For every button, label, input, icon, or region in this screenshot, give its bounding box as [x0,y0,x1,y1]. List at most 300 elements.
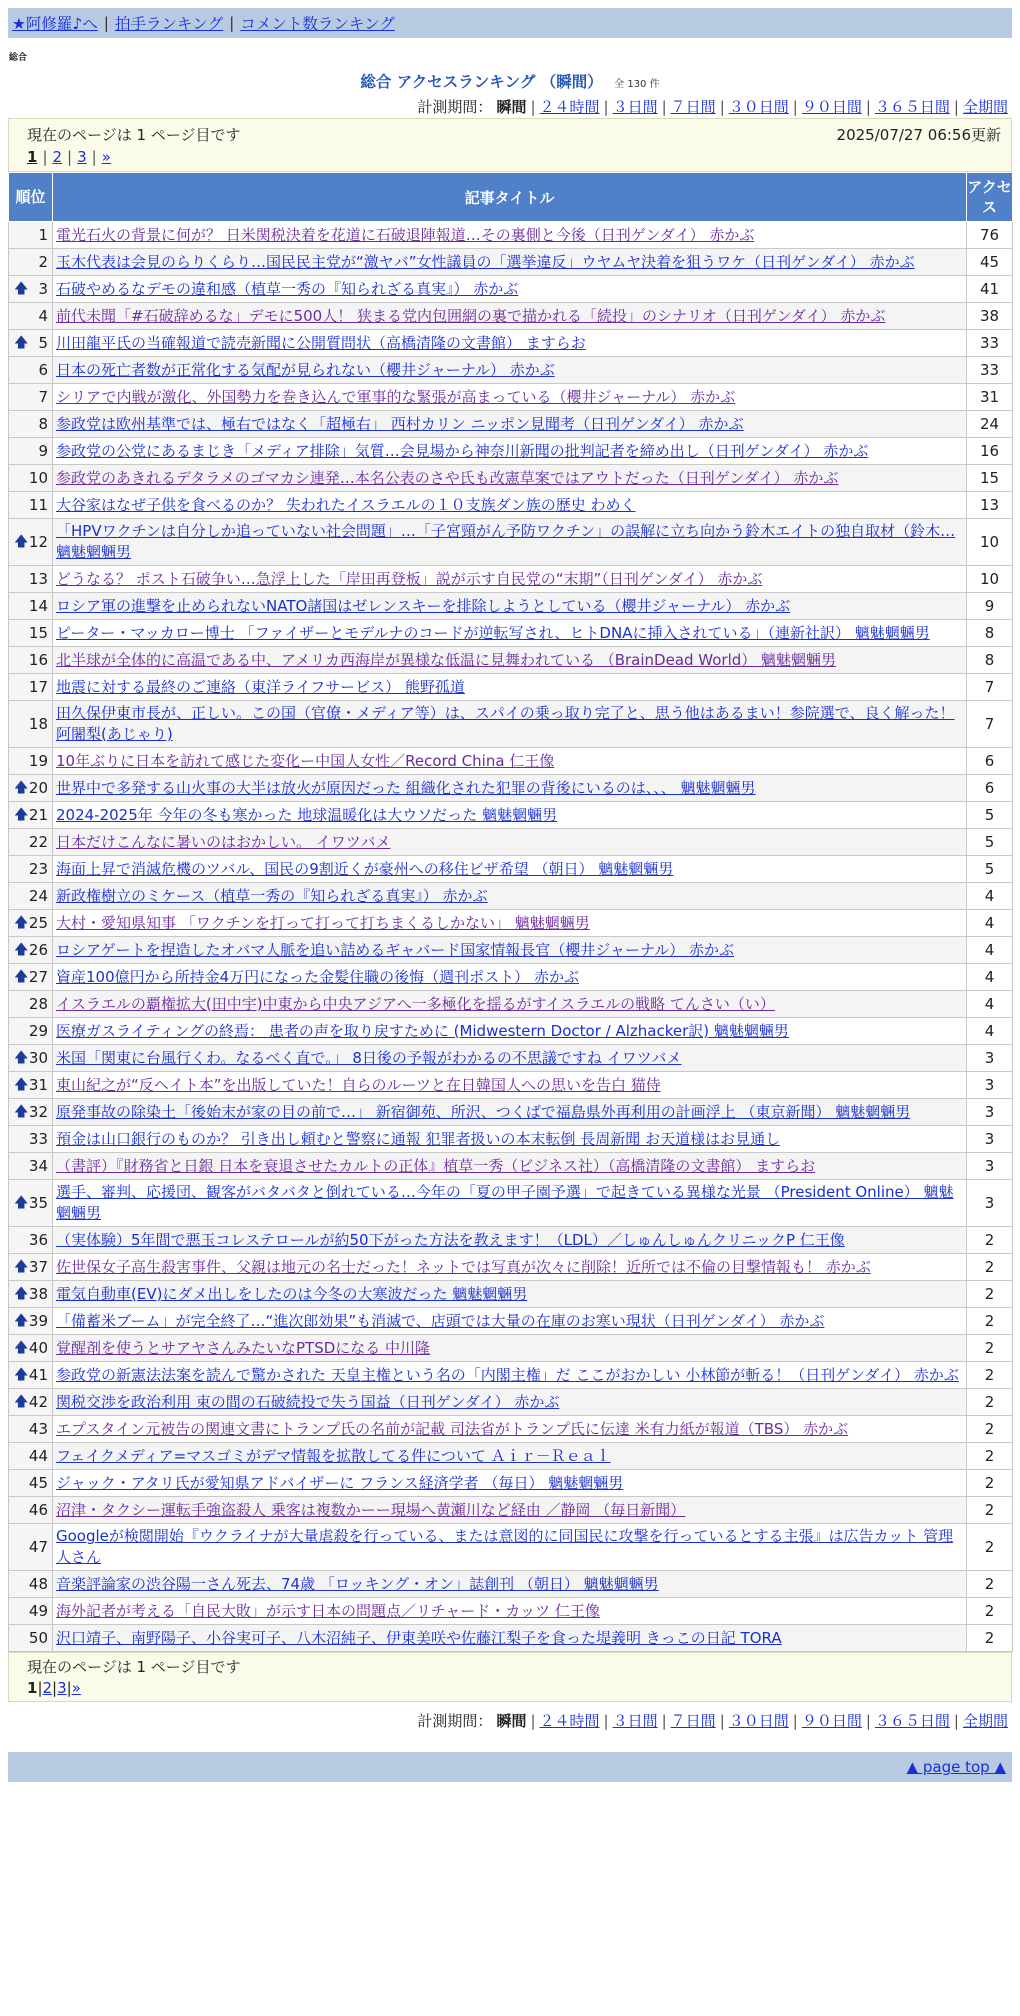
access-count: 2 [967,1598,1013,1625]
rank-cell [9,1571,53,1598]
rank-cell [9,802,53,829]
article-link[interactable]: 「備蓄米ブーム」が完全終了…“進次郎効果”も消滅で、店頭では大量の在庫のお寒い現状（日刊ゲンダイ） 赤かぶ [56,1311,825,1330]
page-separator: | [37,1679,43,1697]
rank-number: 46 [28,1500,48,1519]
article-link[interactable]: （実体験）5年間で悪玉コレステロールが約50下がった方法を教えます！（LDL）／しゅんしゅんクリニックP 仁王像 [56,1230,845,1249]
rank-number: 21 [28,805,48,824]
item-count: 全 130 件 [614,79,660,90]
rank-cell [9,357,53,384]
period-current: 瞬間 [496,1712,527,1730]
table-row [9,1443,1013,1470]
rank-number: 15 [28,623,48,642]
table-row [9,937,1013,964]
pager-bottom [8,1652,1012,1702]
period-current: 瞬間 [496,98,527,116]
rank-number: 44 [28,1446,48,1465]
rank-number: 14 [28,596,48,615]
access-count: 3 [967,1072,1013,1099]
title-cell [53,1281,967,1308]
period-separator: | [953,1712,959,1730]
period-option-link[interactable]: ２４時間 [539,98,600,116]
article-link[interactable]: 資産100億円から所持金4万円になった金髪住職の後悔（週刊ポスト） 赤かぶ [56,967,579,986]
article-link[interactable]: 地震に対する最終のご連絡（東洋ライフサービス） 熊野孤道 [56,677,465,696]
period-separator: | [530,98,536,116]
article-link[interactable]: 佐世保女子高生殺害事件、父親は地元の名士だった！ネットでは写真が次々に削除！近所では不倫の目撃情報も！ 赤かぶ [56,1257,871,1276]
period-option-link[interactable]: ７日間 [670,98,716,116]
access-count: 3 [967,1045,1013,1072]
rank-cell [9,1308,53,1335]
article-link[interactable]: ジャック・アタリ氏が愛知県アドバイザーに フランス経済学者 （毎日） 魑魅魍魎男 [56,1473,624,1492]
rank-cell [9,222,53,249]
access-count: 33 [967,357,1013,384]
current-page-text: 現在のページは 1 ページ目です [27,1657,241,1676]
table-row [9,357,1013,384]
access-count: 31 [967,384,1013,411]
ranking-body [9,222,1013,1652]
rank-number: 12 [28,532,48,551]
rank-number: 5 [38,333,48,352]
rank-cell [9,1153,53,1180]
rank-up-arrow-icon: 🡅 [14,1076,29,1093]
access-count: 5 [967,829,1013,856]
title-cell [53,620,967,647]
page-separator: | [42,148,48,166]
title-cell [53,1308,967,1335]
article-link[interactable]: 沢口靖子、南野陽子、小谷実可子、八木沼純子、伊東美咲や佐藤江梨子を食った堤義明 きっこの日記 TORA [56,1628,782,1647]
title-cell [53,411,967,438]
title-cell [53,1018,967,1045]
table-row [9,991,1013,1018]
rank-up-arrow-icon: 🡅 [14,914,29,931]
access-count: 2 [967,1497,1013,1524]
article-link[interactable]: 音楽評論家の渋谷陽一さん死去、74歳 「ロッキング・オン」誌創刊 （朝日） 魑魅魍魎男 [56,1574,659,1593]
article-link[interactable]: 選手、審判、応援団、観客がバタバタと倒れている…今年の「夏の甲子園予選」で起きている異様な光景 （President Online） 魑魅魍魎男 [56,1183,954,1222]
rank-cell [9,910,53,937]
access-count: 41 [967,276,1013,303]
rank-number: 17 [28,677,48,696]
period-separator: | [530,1712,536,1730]
article-link[interactable]: 北半球が全体的に高温である中、アメリカ西海岸が異様な低温に見舞われている （BrainDead World） 魑魅魍魎男 [56,650,837,669]
article-link[interactable]: 日本の死亡者数が正常化する気配が見られない（櫻井ジャーナル） 赤かぶ [56,360,555,379]
rank-cell [9,829,53,856]
rank-cell [9,1470,53,1497]
page-top-link[interactable]: ▲ page top ▲ [906,1758,1006,1776]
article-link[interactable]: 電気自動車(EV)にダメ出しをしたのは今冬の大寒波だった 魑魅魍魎男 [56,1284,528,1303]
access-count: 15 [967,465,1013,492]
article-link[interactable]: 参政党の新憲法法案を読んで驚かされた 天皇主権という名の「内閣主権」だ ここがおかしい 小林節が斬る！（日刊ゲンダイ） 赤かぶ [56,1365,959,1384]
rank-cell [9,492,53,519]
page-links [27,145,1001,169]
table-row [9,330,1013,357]
page-title: 総合 アクセスランキング （瞬間） [360,73,603,91]
rank-cell [9,1335,53,1362]
page-title-row [0,70,1020,90]
rank-number: 1 [38,225,48,244]
rank-cell [9,519,53,566]
page-next-link[interactable]: » [71,1679,81,1697]
rank-cell [9,748,53,775]
title-cell [53,1389,967,1416]
rank-number: 3 [38,279,48,298]
access-count: 2 [967,1308,1013,1335]
article-link[interactable]: 2024-2025年 今年の冬も寒かった 地球温暖化は大ウソだった 魑魅魍魎男 [56,805,558,824]
period-separator: | [661,1712,667,1730]
table-row [9,303,1013,330]
rank-cell [9,303,53,330]
access-count: 2 [967,1335,1013,1362]
access-count: 7 [967,674,1013,701]
article-link[interactable]: どうなる？ ポスト石破争い…急浮上した「岸田再登板」説が示す自民党の“末期”（日刊ゲンダイ） 赤かぶ [56,569,763,588]
table-row [9,566,1013,593]
period-separator: | [661,98,667,116]
table-row [9,701,1013,748]
rank-cell [9,1072,53,1099]
title-cell [53,1470,967,1497]
rank-cell [9,1598,53,1625]
page-separator: | [67,148,73,166]
access-count: 3 [967,1099,1013,1126]
period-separator: | [719,1712,725,1730]
rank-cell [9,775,53,802]
access-count: 2 [967,1571,1013,1598]
rank-cell [9,964,53,991]
title-cell [53,802,967,829]
table-row [9,492,1013,519]
article-link[interactable]: 参政党のあきれるデタラメのゴマカシ連発…本名公表のさや氏も改憲草案ではアウトだった（日刊ゲンダイ） 赤かぶ [56,468,839,487]
article-link[interactable]: 覚醒剤を使うとサアヤさんみたいなPTSDになる 中川隆 [56,1338,431,1357]
article-link[interactable]: 世界中で多発する山火事の大半は放火が原因だった 組織化された犯罪の背後にいるのは、、、 魑魅魍魎男 [56,778,756,797]
rank-number: 7 [38,387,48,406]
access-count: 2 [967,1416,1013,1443]
title-cell [53,249,967,276]
article-link[interactable]: イスラエルの覇権拡大(田中宇)中東から中央アジアへ一多極化を揺るがすイスラエルの戦略 てんさい（い） [56,994,775,1013]
rank-cell [9,1227,53,1254]
home-link[interactable]: ★阿修羅♪へ [12,15,98,33]
rank-cell [9,674,53,701]
access-count: 8 [967,620,1013,647]
title-cell [53,1335,967,1362]
rank-cell [9,276,53,303]
rank-number: 20 [28,778,48,797]
title-cell [53,910,967,937]
rank-number: 50 [28,1628,48,1647]
access-count: 5 [967,856,1013,883]
article-link[interactable]: 電光石火の背景に何が？ 日米関税決着を花道に石破退陣報道…その裏側と今後（日刊ゲンダイ） 赤かぶ [56,225,755,244]
footer-bar [8,1752,1012,1782]
title-cell [53,674,967,701]
article-link[interactable]: Googleが検閲開始『ウクライナが大量虐殺を行っている、または意図的に同国民に攻撃を行っているとする主張』は広告カット 管理人さん [56,1527,954,1566]
period-separator: | [719,98,725,116]
article-link[interactable]: 「HPVワクチンは自分しか追っていない社会問題」…「子宮頸がん予防ワクチン」の誤解に立ち向かう鈴木エイトの独自取材（鈴木… 魑魅魍魎男 [56,522,956,561]
table-row [9,964,1013,991]
rank-number: 28 [28,994,48,1013]
period-option-link[interactable]: ３日間 [612,1712,658,1730]
page-next-link[interactable]: » [101,148,111,166]
access-count: 6 [967,748,1013,775]
rank-up-arrow-icon: 🡅 [14,1049,29,1066]
table-row [9,1018,1013,1045]
period-separator: | [603,98,609,116]
title-cell [53,1362,967,1389]
comment-ranking-link[interactable]: コメント数ランキング [240,15,395,33]
rank-cell [9,1018,53,1045]
article-link[interactable]: 米国「関東に台風行くわ。なるべく直で。」 8日後の予報がわかるの不思議ですね イワツバメ [56,1048,682,1067]
period-option-link[interactable]: ３６５日間 [874,1712,950,1730]
rank-number: 26 [28,940,48,959]
article-link[interactable]: 10年ぶりに日本を訪れて感じた変化ー中国人女性／Record China 仁王像 [56,751,555,770]
title-cell [53,303,967,330]
page-link[interactable]: 3 [77,148,87,166]
article-link[interactable]: 預金は山口銀行のものか？ 引き出し頼むと警察に通報 犯罪者扱いの本末転倒 長周新聞 お天道様はお見通し [56,1129,781,1148]
title-cell [53,276,967,303]
table-row [9,411,1013,438]
rank-cell [9,1126,53,1153]
table-row [9,802,1013,829]
access-count: 3 [967,1126,1013,1153]
page-link[interactable]: 2 [52,148,63,166]
rank-number: 35 [28,1193,48,1212]
period-option-link[interactable]: ３０日間 [728,1712,789,1730]
table-row [9,1470,1013,1497]
table-row [9,438,1013,465]
title-cell [53,883,967,910]
period-option-link[interactable]: 全期間 [962,98,1008,116]
article-link[interactable]: （書評）『財務省と日銀 日本を衰退させたカルトの正体』植草一秀（ビジネス社）（高橋清隆の文書館） ますらお [56,1156,816,1175]
rank-number: 25 [28,913,48,932]
article-link[interactable]: ピーター・マッカロー博士 「ファイザーとモデルナのコードが逆転写され、ヒトDNAに挿入されている」（連新社訳） 魑魅魍魎男 [56,623,930,642]
rank-cell [9,701,53,748]
rank-number: 27 [28,967,48,986]
title-cell [53,775,967,802]
table-row [9,1497,1013,1524]
period-option-link[interactable]: ３０日間 [728,98,789,116]
rank-up-arrow-icon: 🡅 [14,1339,29,1356]
rank-number: 22 [28,832,48,851]
period-option-link[interactable]: ７日間 [670,1712,716,1730]
table-row [9,775,1013,802]
title-cell [53,492,967,519]
article-link[interactable]: 医療ガスライティングの終焉： 患者の声を取り戻すために (Midwestern Doctor / Alzhacker訳) 魑魅魍魎男 [56,1021,789,1040]
access-count: 6 [967,775,1013,802]
rank-up-arrow-icon: 🡅 [14,779,29,796]
access-count: 2 [967,1625,1013,1652]
rank-cell [9,465,53,492]
period-selector [0,96,1012,118]
article-link[interactable]: 日本だけこんなに暑いのはおかしい。 イワツバメ [56,832,391,851]
period-option-link[interactable]: ９０日間 [801,1712,862,1730]
table-row [9,1281,1013,1308]
rank-number: 47 [28,1537,48,1556]
access-count: 9 [967,593,1013,620]
rank-cell [9,991,53,1018]
table-header-row [9,173,1013,222]
rank-number: 42 [28,1392,48,1411]
article-link[interactable]: 原発事故の除染土「後始末が家の目の前で…」 新宿御苑、所沢、つくばで福島県外再利用の計画浮上 （東京新聞） 魑魅魍魎男 [56,1102,911,1121]
period-option-link[interactable]: ９０日間 [801,98,862,116]
rank-up-arrow-icon: 🡅 [14,334,29,351]
table-row [9,1126,1013,1153]
period-option-link[interactable]: 全期間 [962,1712,1008,1730]
article-link[interactable]: 東山紀之が“反ヘイト本”を出版していた！自らのルーツと在日韓国人への思いを告白 猫侍 [56,1075,661,1094]
table-row [9,276,1013,303]
access-count: 16 [967,438,1013,465]
rank-cell [9,566,53,593]
rank-number: 9 [38,441,48,460]
rank-cell [9,384,53,411]
article-link[interactable]: シリアで内戦が激化、外国勢力を巻き込んで軍事的な緊張が高まっている（櫻井ジャーナル） 赤かぶ [56,387,736,406]
period-option-link[interactable]: ３日間 [612,98,658,116]
article-link[interactable]: 田久保伊東市長が、正しい。この国（官僚・メディア等）は、スパイの乗っ取り完了と、思う他はあるまい！参院選で、良く解った！ 阿闍梨(あじゃり) [56,704,955,743]
title-cell [53,1227,967,1254]
article-link[interactable]: フェイクメディア=マスゴミがデマ情報を拡散してる件について Ａｉｒ－Ｒｅａｌ [56,1446,611,1465]
table-row [9,1598,1013,1625]
rank-number: 16 [28,650,48,669]
table-row [9,1099,1013,1126]
table-row [9,1389,1013,1416]
article-link[interactable]: 玉木代表は会見のらりくらり…国民民主党が“激ヤバ”女性議員の「選挙違反」ウヤムヤ決着を狙うワケ（日刊ゲンダイ） 赤かぶ [56,252,915,271]
title-cell [53,330,967,357]
table-row [9,465,1013,492]
period-selector [0,1710,1012,1732]
period-separator: | [865,1712,871,1730]
access-count: 24 [967,411,1013,438]
rank-up-arrow-icon: 🡅 [14,1312,29,1329]
article-link[interactable]: 大谷家はなぜ子供を食べるのか？ 失われたイスラエルの１０支族ダン族の歴史 わめく [56,495,636,514]
rank-cell [9,438,53,465]
title-cell [53,829,967,856]
article-link[interactable]: 海面上昇で消滅危機のツバル、国民の9割近くが豪州への移住ビザ希望 （朝日） 魑魅魍魎男 [56,859,674,878]
title-cell [53,1045,967,1072]
access-count: 3 [967,1153,1013,1180]
article-link[interactable]: 海外記者が考える「自民大敗」が示す日本の問題点／リチャード・カッツ 仁王像 [56,1601,600,1620]
rank-number: 49 [28,1601,48,1620]
clap-ranking-link[interactable]: 拍手ランキング [115,15,224,33]
article-link[interactable]: 石破やめるなデモの違和感（植草一秀の『知られざる真実』） 赤かぶ [56,279,519,298]
table-row [9,1524,1013,1571]
title-cell [53,384,967,411]
title-cell [53,1254,967,1281]
rank-number: 18 [28,714,48,733]
rank-cell [9,1443,53,1470]
rank-cell [9,1389,53,1416]
title-cell [53,357,967,384]
rank-up-arrow-icon: 🡅 [14,533,29,550]
table-row [9,910,1013,937]
table-row [9,748,1013,775]
period-separator: | [953,98,959,116]
title-cell [53,1598,967,1625]
rank-cell [9,593,53,620]
period-separator: | [792,1712,798,1730]
page-current: 1 [27,148,38,166]
article-link[interactable]: 参政党の公党にあるまじき「メディア排除」気質…会見場から神奈川新聞の批判記者を締め出し（日刊ゲンダイ） 赤かぶ [56,441,869,460]
rank-number: 48 [28,1574,48,1593]
access-count: 33 [967,330,1013,357]
title-cell [53,222,967,249]
access-count: 7 [967,701,1013,748]
article-link[interactable]: 川田龍平氏の当確報道で読売新聞に公開質問状（高橋清隆の文書館） ますらお [56,333,586,352]
article-link[interactable]: 参政党は欧州基準では、極右ではなく「超極右」 西村カリン ニッポン見聞考（日刊ゲンダイ） 赤かぶ [56,414,744,433]
title-cell [53,438,967,465]
rank-number: 33 [28,1129,48,1148]
table-row [9,1335,1013,1362]
page-link[interactable]: 2 [42,1679,53,1697]
article-link[interactable]: 前代未聞「#石破辞めるな」デモに500人！ 狭まる党内包囲網の裏で描かれる「続投」のシナリオ（日刊ゲンダイ） 赤かぶ [56,306,886,325]
access-count: 5 [967,802,1013,829]
rank-number: 40 [28,1338,48,1357]
rank-cell [9,330,53,357]
article-link[interactable]: 沼津・タクシー運転手強盗殺人 乗客は複数かーー現場へ黄瀬川など経由 ／静岡 （毎日新聞） [56,1500,686,1519]
rank-up-arrow-icon: 🡅 [14,1194,29,1211]
article-link[interactable]: エプスタイン元被告の関連文書にトランプ氏の名前が記載 司法省がトランプ氏に伝達 米有力紙が報道（TBS） 赤かぶ [56,1419,849,1438]
rank-up-arrow-icon: 🡅 [14,1393,29,1410]
access-count: 2 [967,1227,1013,1254]
access-count: 4 [967,991,1013,1018]
access-count: 2 [967,1362,1013,1389]
rank-cell [9,1625,53,1652]
rank-number: 19 [28,751,48,770]
article-link[interactable]: 大村・愛知県知事 「ワクチンを打って打って打ちまくるしかない」 魑魅魍魎男 [56,913,590,932]
rank-number: 30 [28,1048,48,1067]
access-count: 4 [967,1018,1013,1045]
title-cell [53,991,967,1018]
rank-number: 36 [28,1230,48,1249]
table-row [9,1625,1013,1652]
table-row [9,1072,1013,1099]
rank-number: 29 [28,1021,48,1040]
rank-cell [9,937,53,964]
article-link[interactable]: 新政権樹立のミケース（植草一秀の『知られざる真実』） 赤かぶ [56,886,488,905]
rank-cell [9,1497,53,1524]
title-cell [53,593,967,620]
rank-number: 43 [28,1419,48,1438]
rank-up-arrow-icon: 🡅 [14,1103,29,1120]
title-cell [53,1416,967,1443]
article-link[interactable]: ロシア軍の進撃を止められないNATO諸国はゼレンスキーを排除しようとしている（櫻井ジャーナル） 赤かぶ [56,596,791,615]
access-count: 2 [967,1470,1013,1497]
rank-number: 41 [28,1365,48,1384]
title-cell [53,748,967,775]
period-option-link[interactable]: ２４時間 [539,1712,600,1730]
period-separator: | [603,1712,609,1730]
rank-cell [9,1045,53,1072]
rank-number: 24 [28,886,48,905]
table-row [9,593,1013,620]
access-count: 38 [967,303,1013,330]
rank-number: 31 [28,1075,48,1094]
article-link[interactable]: ロシアゲートを捏造したオバマ人脈を追い詰めるギャバード国家情報長官（櫻井ジャーナル） 赤かぶ [56,940,734,959]
article-link[interactable]: 関税交渉を政治利用 束の間の石破続投で失う国益（日刊ゲンダイ） 赤かぶ [56,1392,560,1411]
title-cell [53,1180,967,1227]
table-row [9,1362,1013,1389]
rank-up-arrow-icon: 🡅 [14,1366,29,1383]
period-option-link[interactable]: ３６５日間 [874,98,950,116]
period-separator: | [865,98,871,116]
rank-cell [9,1416,53,1443]
page-link[interactable]: 3 [57,1679,67,1697]
rank-number: 37 [28,1257,48,1276]
rank-cell [9,1281,53,1308]
period-label: 計測期間： [417,98,493,116]
rank-number: 6 [38,360,48,379]
title-cell [53,1443,967,1470]
period-separator: | [792,98,798,116]
page-separator: | [52,1679,58,1697]
access-count: 13 [967,492,1013,519]
title-cell [53,1072,967,1099]
access-count: 45 [967,249,1013,276]
rank-up-arrow-icon: 🡅 [14,1285,29,1302]
